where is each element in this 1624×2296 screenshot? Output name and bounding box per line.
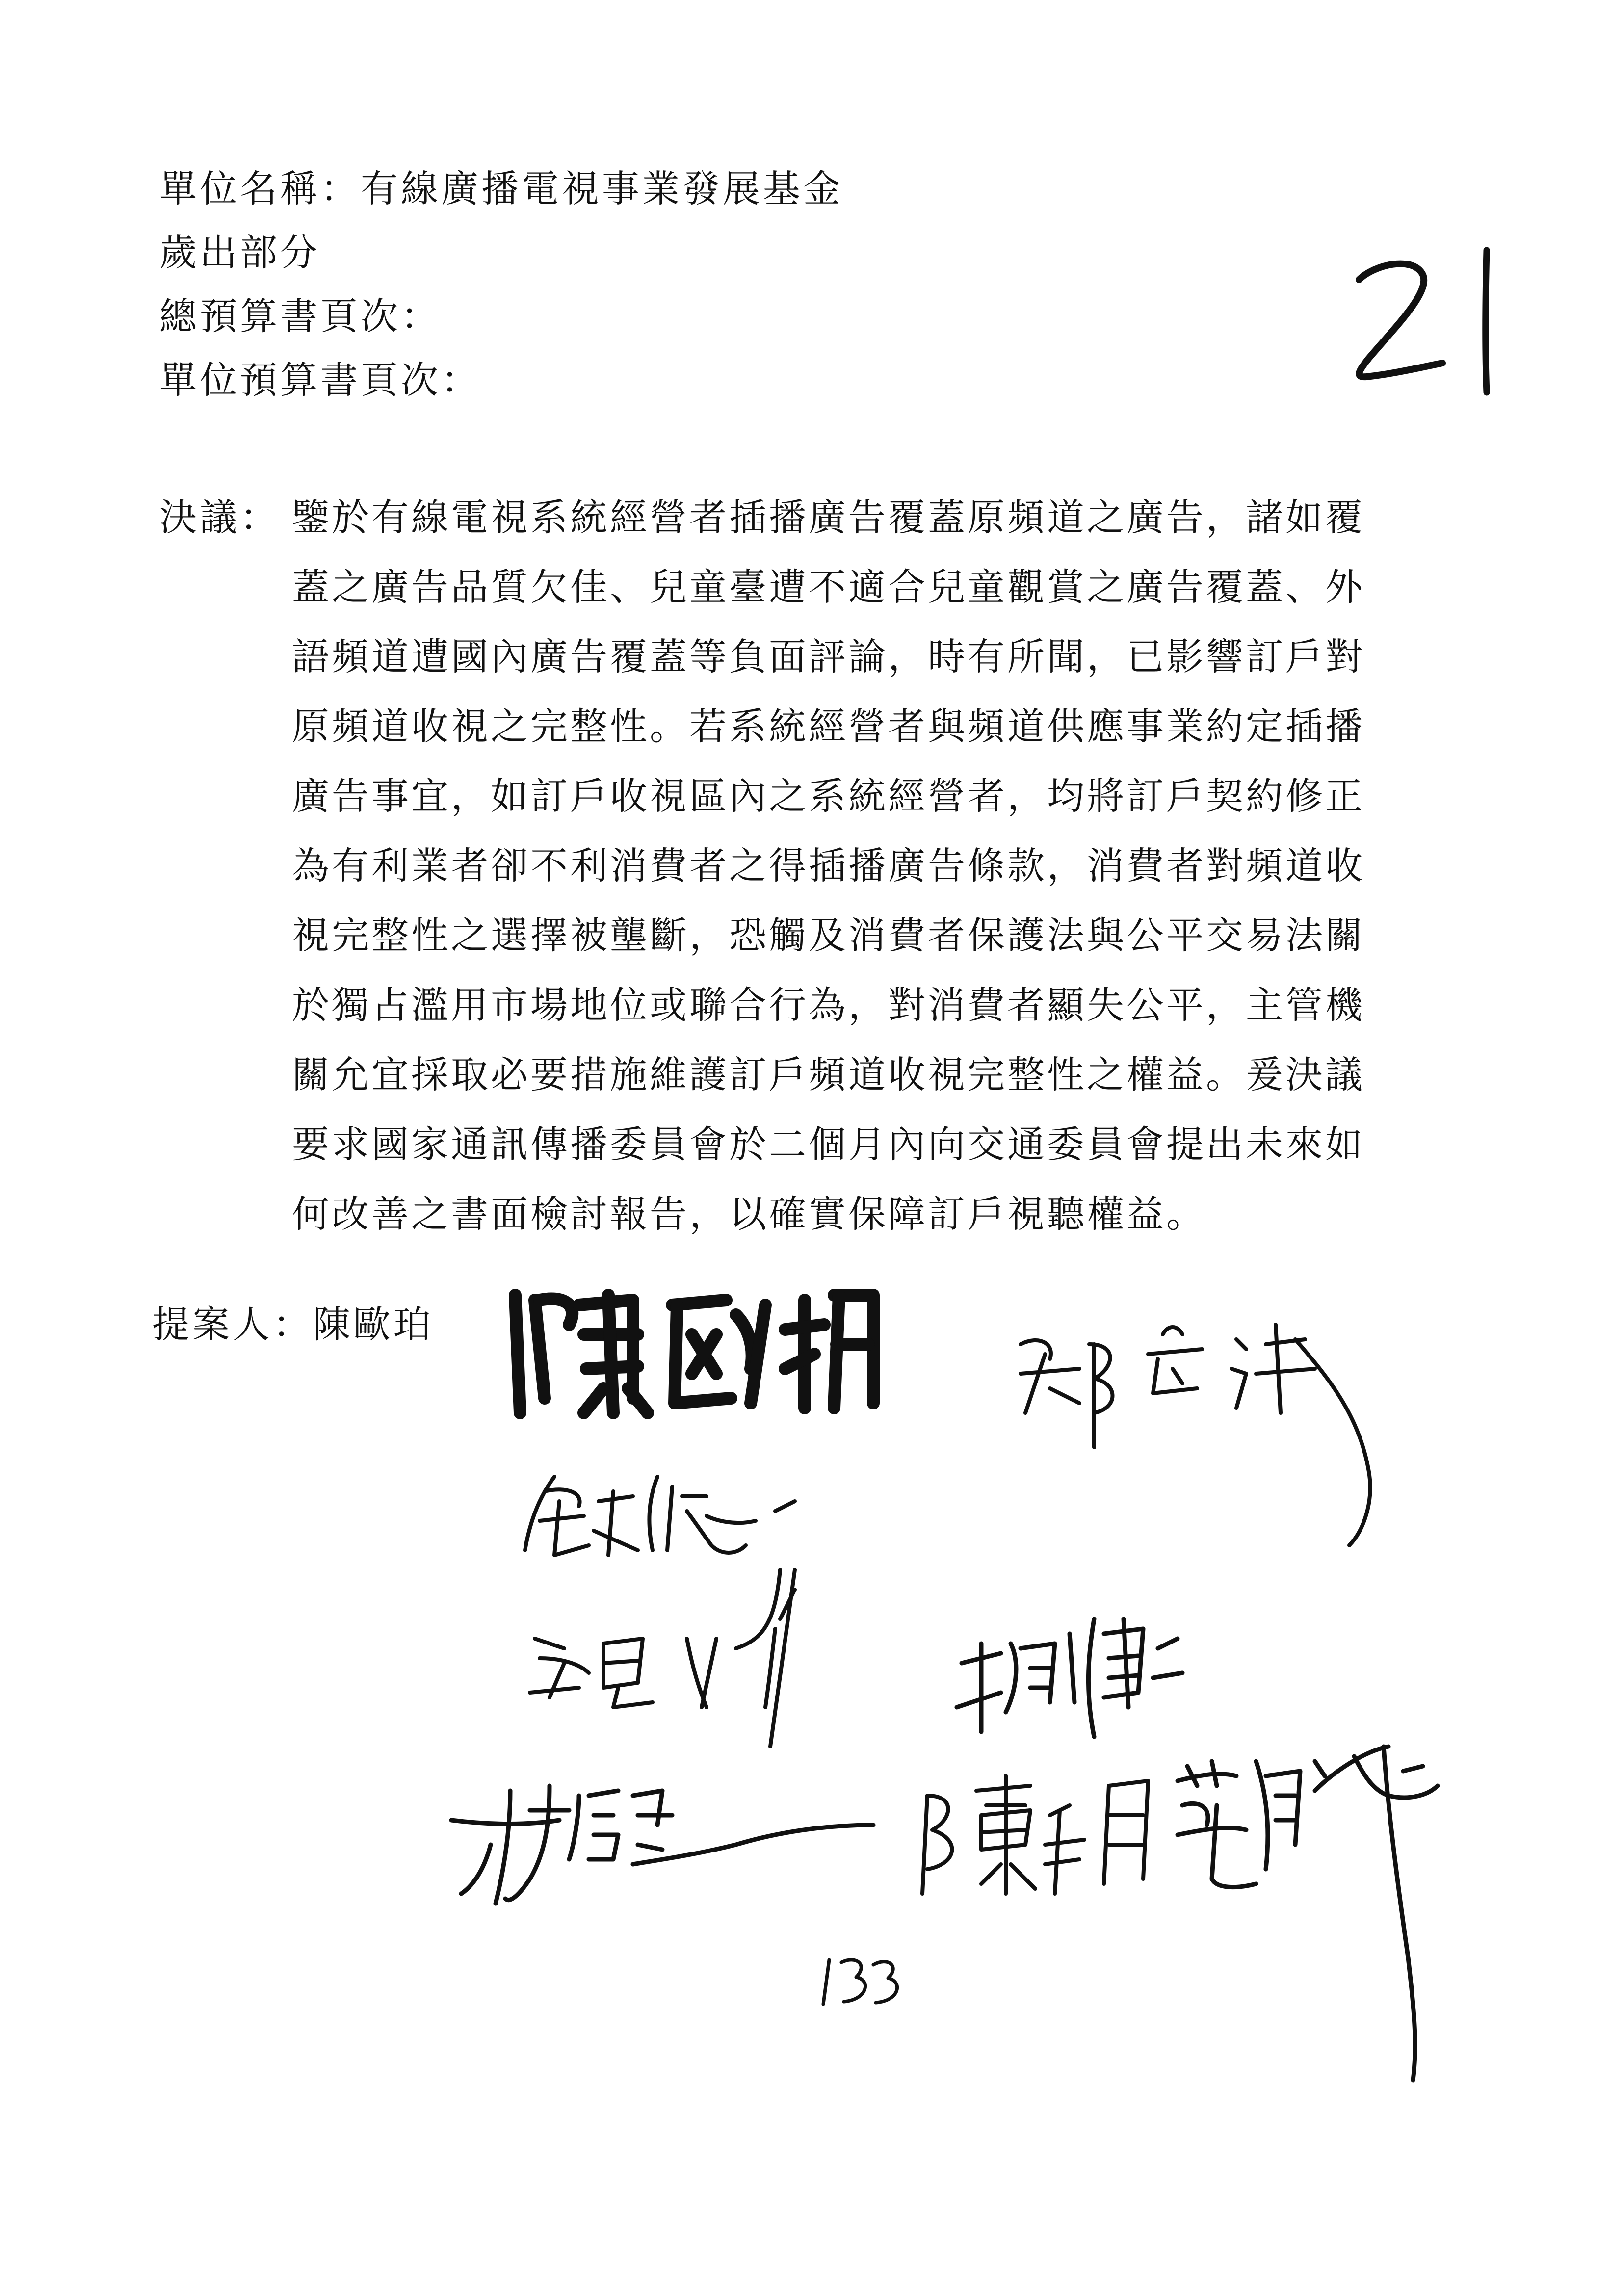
resolution-line: 鑒於有線電視系統經營者插播廣告覆蓋原頻道之廣告，諸如覆 (292, 496, 1365, 539)
handwritten-page-number (814, 1953, 913, 2011)
resolution-line: 蓋之廣告品質欠佳、兒童臺遭不適合兒童觀賞之廣告覆蓋、外 (292, 565, 1365, 609)
resolution-line: 要求國家通訊傳播委員會於二個月內向交通委員會提出未來如 (292, 1122, 1365, 1166)
resolution-line: 何改善之書面檢討報告，以確實保障訂戶視聽權益。 (292, 1192, 1206, 1236)
resolution-line: 原頻道收視之完整性。若系統經營者與頻道供應事業約定插播 (292, 704, 1365, 748)
signature-5 (957, 1619, 1182, 1737)
resolution-line: 於獨占濫用市場地位或聯合行為，對消費者顯失公平，主管機 (292, 983, 1365, 1027)
signature-2 (1021, 1325, 1370, 1545)
general-budget-page: 總預算書頁次： (159, 294, 441, 338)
resolution-line: 視完整性之選擇被壟斷，恐觸及消費者保護法與公平交易法關 (292, 913, 1365, 957)
resolution-line: 關允宜採取必要措施維護訂戶頻道收視完整性之權益。爰決議 (292, 1053, 1365, 1096)
unit-budget-page: 單位預算書頁次： (159, 358, 481, 402)
unit-name: 單位名稱：有線廣播電視事業發展基金 (159, 167, 843, 210)
resolution-body (292, 496, 1499, 1262)
signature-8 (1178, 1747, 1438, 2080)
signature-4 (530, 1570, 795, 1747)
signature-6 (451, 1786, 873, 1904)
signature-1 (515, 1295, 873, 1413)
signature-3 (525, 1477, 795, 1555)
resolution-label: 決議： (159, 496, 280, 539)
resolution-line: 廣告事宜，如訂戶收視區內之系統經營者，均將訂戶契約修正 (292, 774, 1365, 818)
handwritten-serial-number (1339, 245, 1516, 407)
budget-section: 歲出部分 (159, 231, 320, 274)
resolution-line: 為有利業者卻不利消費者之得插播廣告條款，消費者對頻道收 (292, 844, 1365, 887)
proposer-label: 提案人：陳歐珀 (152, 1303, 434, 1346)
signature-7 (922, 1776, 1148, 1894)
resolution-line: 語頻道遭國內廣告覆蓋等負面評論，時有所聞，已影響訂戶對 (292, 635, 1365, 678)
